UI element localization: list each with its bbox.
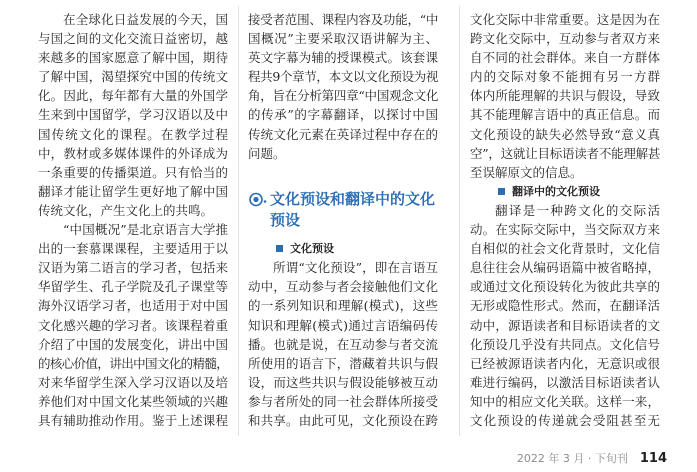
text-line: 体内所能理解的共识与假设，导致 [470,88,660,104]
text-line: 出的一套慕课课程，主要适用于以 [38,241,228,257]
column-1 [38,10,228,430]
text-line: 动中，源语读者和目标语读者的文 [470,317,660,333]
issue-date: 2022 年 3 月 · 下旬刊 [516,452,628,465]
subheading [470,182,660,201]
text-line: 生来到中国留学，学习汉语以及中 [38,107,228,123]
text-line: 角，旨在分析第四章“中国观念文化 [248,88,438,104]
text-line: 文化预设的缺失必然导致“意义真 [470,126,660,142]
page-footer [517,449,667,467]
text-line: 播。也就是说，在互动参与者交流 [248,336,438,352]
column-2 [248,10,438,430]
paragraph-presupposition [248,258,438,430]
text-line: 翻译是一种跨文化的交际活 [495,202,660,218]
column-divider [459,6,460,436]
text-line: 英文字幕为辅的授课模式。该套课 [248,50,438,66]
text-line: 了解中国，渴望探究中国的传统文 [38,69,228,85]
text-line: 无形或隐性形式。然而，在翻译活 [470,298,660,314]
text-line: 介绍了中国的发展变化，讲出中国 [38,336,228,352]
subheading-text: 文化预设 [290,242,334,256]
text-line: 动中，互动参与者会接触他们文化 [248,279,438,295]
text-line: 息往往会从编码语篇中被省略掉， [470,260,660,276]
text-line: 传统文化元素在英译过程中存在的 [248,126,438,142]
text-line: 在全球化日益发展的今天，国 [63,12,228,27]
paragraph-intro [38,10,228,220]
paragraph-course [38,220,228,430]
text-line: 具有辅助推动作用。鉴于上述课程 [38,412,228,428]
text-line: 自相似的社会文化背景时，文化信 [470,241,660,257]
text-line: 的核心价值，讲出中国文化的精髓， [38,355,228,371]
section-title-text: 文化预设和翻译中的文化预设 [270,190,436,230]
paragraph-presupposition-cont [470,10,660,182]
subheading [248,239,438,258]
paragraph-course-cont [248,10,438,163]
text-line: 知识和理解(模式)通过言语编码传 [248,317,438,333]
text-line: 养他们对中国文化某些领域的兴趣 [38,393,228,409]
text-line: 所使用的语言下，潜藏着共识与假 [248,355,438,371]
text-line: 动。在实际交际中，当交际双方来 [470,222,660,238]
column-divider [238,6,239,436]
text-line: 的传承”的字幕翻译，以探讨中国 [248,107,438,123]
text-line: 传统文化，产生文化上的共鸣。 [38,202,214,218]
text-line: 设，而这些共识与假设能够被互动 [248,374,438,390]
text-line: 问题。 [248,145,286,161]
text-line: 程共9个章节，本文以文化预设为视 [248,69,438,85]
text-line: 的一系列知识和理解(模式)，这些 [248,298,438,314]
text-line: 与国之间的文化交流日益密切，越 [38,31,228,47]
text-line: 至误解原文的信息。 [470,164,583,180]
text-line: 自不同的社会群体。来自一方群体 [470,50,660,66]
section-title [248,189,438,231]
subheading-text: 翻译中的文化预设 [512,184,600,198]
text-line: 参与者所处的同一社会群体所接受 [248,393,438,409]
text-line: 汉语为第二语言的学习者，包括来 [38,260,228,276]
text-line: 一条重要的传播渠道。只有恰当的 [38,164,228,180]
text-line: 国传统文化的课程。在教学过程 [38,126,228,142]
text-line: “中国概况”是北京语言大学推 [63,222,228,238]
text-line: 接受者范围、课程内容及功能，“中 [248,12,438,27]
text-line: 华留学生、孔子学院及孔子课堂等 [38,279,228,295]
text-line: 其不能理解言语中的真正信息。而 [470,107,660,123]
text-line: 或通过文化预设转化为彼此共享的 [470,279,660,295]
text-line: 翻译才能让留学生更好地了解中国 [38,183,228,199]
text-line: 文化预设的传递就会受阻甚至无 [470,412,660,428]
text-line: 难进行编码，以激活目标语读者认 [470,374,660,390]
text-line: 文化交际中非常重要。这是因为在 [470,12,660,27]
text-line: 中，教材或多媒体课件的外译成为 [38,145,228,161]
text-line: 跨文化交际中，互动参与者双方来 [470,31,660,47]
text-line: 化。因此，每年都有大量的外国学 [38,88,228,104]
square-bullet-icon [498,188,505,195]
column-3 [470,10,660,430]
text-line: 化预设几乎没有共同点。文化信号 [470,336,660,352]
text-line: 文化感兴趣的学习者。该课程着重 [38,317,228,333]
text-line: 海外汉语学习者，也适用于对中国 [38,298,228,314]
text-line: 所谓“文化预设”，即在言语互 [273,260,438,276]
text-line: 国概况”主要采取汉语讲解为主、 [248,31,438,47]
text-line: 知中的相应文化关联。这样一来， [470,393,660,409]
target-circle-icon [248,189,270,210]
square-bullet-icon [276,245,283,252]
text-line: 来越多的国家愿意了解中国，期待 [38,50,228,66]
text-line: 空”，这就让目标语读者不能理解甚 [470,145,660,161]
text-line: 对来华留学生深入学习汉语以及培 [38,374,228,390]
text-line: 已经被源语读者内化，无意识或很 [470,355,660,371]
text-line: 和共享。由此可见，文化预设在跨 [248,412,438,428]
page-number: 114 [639,450,667,466]
text-line: 内的交际对象不能拥有另一方群 [470,69,660,85]
paragraph-translation [470,201,660,430]
